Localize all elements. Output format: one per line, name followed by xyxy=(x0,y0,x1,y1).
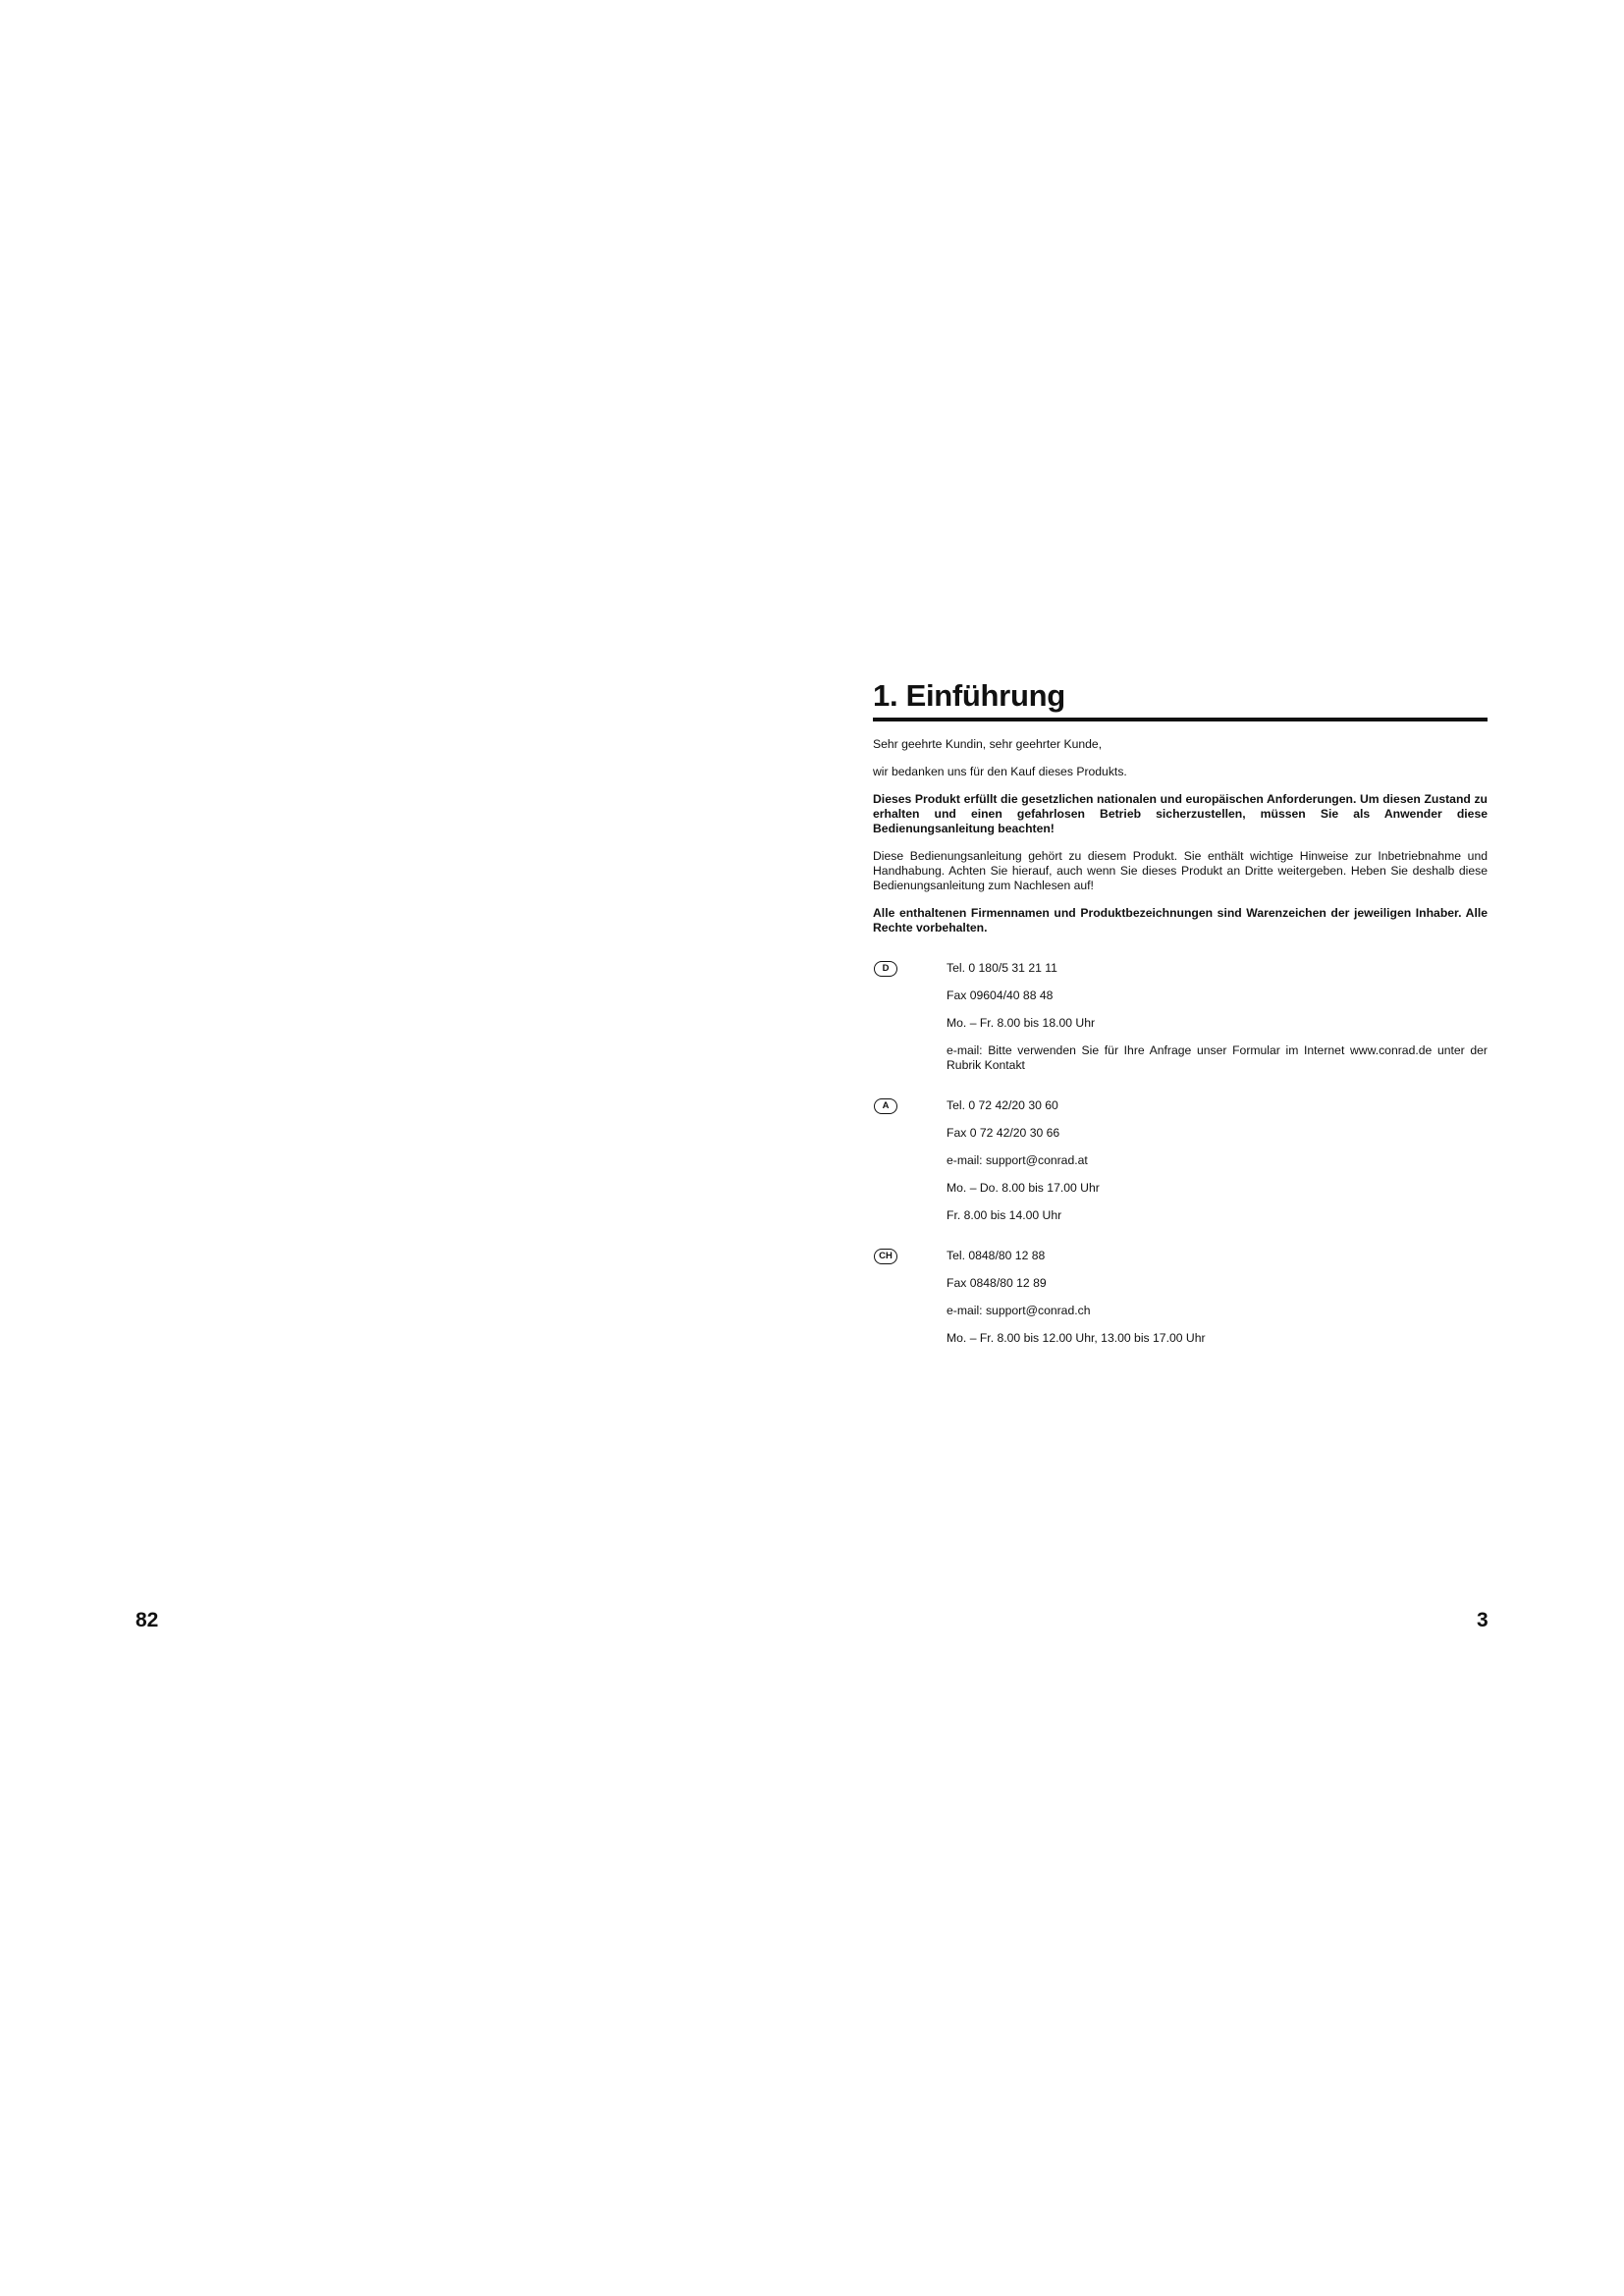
contact-line: Mo. – Fr. 8.00 bis 12.00 Uhr, 13.00 bis 17.00 Uhr xyxy=(947,1331,1206,1345)
contact-lines xyxy=(947,1249,1488,1346)
contact-lines xyxy=(947,961,1488,1073)
intro-paragraphs xyxy=(873,737,1488,935)
left-page-number: 82 xyxy=(135,1609,159,1631)
right-page-number: 3 xyxy=(1477,1609,1489,1631)
document-content xyxy=(873,680,1488,1346)
contact-line: Fr. 8.00 bis 14.00 Uhr xyxy=(947,1208,1062,1222)
country-code-badge: A xyxy=(874,1098,897,1114)
contact-list xyxy=(873,961,1488,1346)
contact-line: Fax 09604/40 88 48 xyxy=(947,988,1054,1002)
contact-line: Mo. – Do. 8.00 bis 17.00 Uhr xyxy=(947,1181,1100,1195)
contact-line: Tel. 0848/80 12 88 xyxy=(947,1249,1046,1262)
intro-paragraph: Sehr geehrte Kundin, sehr geehrter Kunde, xyxy=(873,737,1103,751)
contact-line: Mo. – Fr. 8.00 bis 18.00 Uhr xyxy=(947,1016,1096,1030)
contact-line: Fax 0 72 42/20 30 66 xyxy=(947,1126,1060,1140)
contact-block-a xyxy=(873,1098,1488,1223)
contact-lines xyxy=(947,1098,1488,1223)
contact-line: Tel. 0 72 42/20 30 60 xyxy=(947,1098,1058,1112)
contact-line: Tel. 0 180/5 31 21 11 xyxy=(947,961,1057,975)
section-heading: 1. Einführung xyxy=(873,680,1488,721)
country-code-badge: D xyxy=(874,961,897,977)
contact-line: e-mail: support@conrad.ch xyxy=(947,1304,1091,1317)
contact-line: e-mail: Bitte verwenden Sie für Ihre Anfrage unser Formular im Internet www.conrad.de unter der Rubrik Kontakt xyxy=(947,1043,1488,1072)
contact-line: Fax 0848/80 12 89 xyxy=(947,1276,1047,1290)
intro-paragraph: Dieses Produkt erfüllt die gesetzlichen nationalen und europäischen Anforderungen. Um diesen Zustand zu erhalten und einen gefahrlosen Betrieb sicherzustellen, müssen Sie als Anwender diese Bedienungsanleitung beachten! xyxy=(873,792,1488,835)
contact-block-d xyxy=(873,961,1488,1073)
intro-paragraph: Diese Bedienungsanleitung gehört zu diesem Produkt. Sie enthält wichtige Hinweise zur Inbetriebnahme und Handhabung. Achten Sie hierauf, auch wenn Sie dieses Produkt an Dritte weitergeben. Heben Sie deshalb diese Bedienungsanleitung zum Nachlesen auf! xyxy=(873,849,1488,892)
intro-paragraph: wir bedanken uns für den Kauf dieses Produkts. xyxy=(873,765,1127,778)
contact-block-ch xyxy=(873,1249,1488,1346)
contact-line: e-mail: support@conrad.at xyxy=(947,1153,1088,1167)
country-code-badge: CH xyxy=(874,1249,897,1264)
intro-paragraph: Alle enthaltenen Firmennamen und Produktbezeichnungen sind Warenzeichen der jeweiligen Inhaber. Alle Rechte vorbehalten. xyxy=(873,906,1488,934)
